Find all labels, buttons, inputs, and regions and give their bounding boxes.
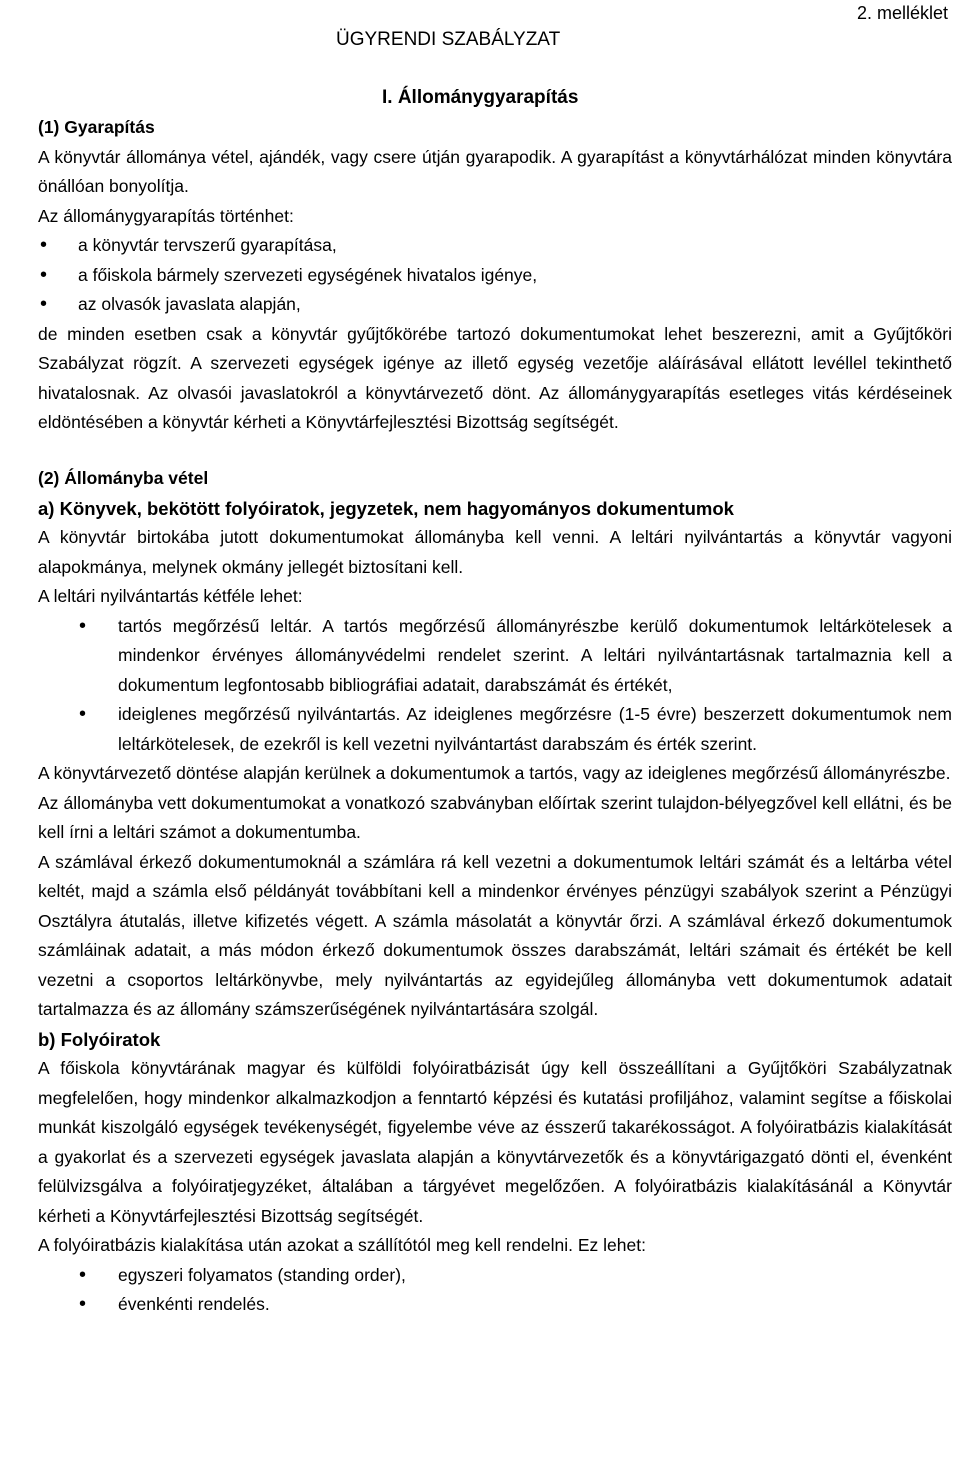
list-item: • egyszeri folyamatos (standing order), [38, 1261, 952, 1291]
paragraph: A könyvtár állománya vétel, ajándék, vagy csere útján gyarapodik. A gyarapítást a könyvtárhálózat minden könyvtára önállóan bonyolítja. [38, 146, 952, 196]
list-item: • évenkénti rendelés. [38, 1290, 952, 1320]
section-gyarapitas [38, 113, 952, 438]
paragraph: de minden esetben csak a könyvtár gyűjtőkörébe tartozó dokumentumokat lehet beszerezni, amit a Gyűjtőköri Szabályzat rögzít. A szervezeti egységek igénye az illető egység vezetője aláírásával ellátott levéllel tekinthető hivatalosnak. Az olvasói javaslatokról a könyvtárvezető dönt. Az állománygyarapítás esetleges vitás kérdéseinek eldöntésében a könyvtár kérheti a Könyvtárfejlesztési Bizottság segítségét. [38, 323, 952, 432]
document-title: ÜGYRENDI SZABÁLYZAT [336, 29, 561, 50]
list-item: • tartós megőrzésű leltár. A tartós megőrzésű állományrészbe kerülő dokumentumok leltárkötelesek a mindenkor érvényes állományvédelmi rendelet szerint. A leltári nyilvántartásnak tartalmaznia kell a dokumentum legfontosabb bibliográfiai adatait, darabszámát és értékét, [38, 612, 952, 701]
bullet-list [38, 1261, 952, 1320]
section-allomanyba-vetel [38, 464, 952, 1320]
list-item: • ideiglenes megőrzésű nyilvántartás. Az ideiglenes megőrzésre (1-5 évre) beszerzett dokumentumok nem leltárkötelesek, de ezekről is kell vezetni nyilvántartást darabszám és érték szerint. [38, 700, 952, 759]
subheading-b: b) Folyóiratok [38, 1028, 161, 1050]
paragraph: A leltári nyilvántartás kétféle lehet: [38, 586, 303, 606]
paragraph: Az állományba vett dokumentumokat a vonatkozó szabványban előírtak szerint tulajdon-bélyegzővel kell ellátni, és be kell írni a leltári számot a dokumentumba. [38, 792, 952, 842]
list-item: • az olvasók javaslata alapján, [38, 290, 952, 320]
paragraph: A könyvtár birtokába jutott dokumentumokat állományba kell venni. A leltári nyilvántartás a könyvtár vagyoni alapokmánya, melynek okmány jellegét biztosítani kell. [38, 527, 952, 577]
paragraph: A főiskola könyvtárának magyar és külföldi folyóiratbázisát úgy kell összeállítani a Gyűjtőköri Szabályzatnak megfelelően, hogy mindenkor alkalmazkodjon a fenntartó képzési és kutatási profiljához, valamint segítse a főiskolai munkát kiszolgáló egységek tevékenységét, figyelembe véve az ésszerű takarékosságot. A folyóiratbázis kialakítását a gyakorlat és a szervezeti egységek javaslata alapján a könyvtárvezetők és a könyvtárigazgató dönti el, évenként felülvizsgálva a folyóiratjegyzéket, általában a tárgyévet megelőzően. A folyóiratbázis kialakításánál a Könyvtár kérheti a Könyvtárfejlesztési Bizottság segítségét. [38, 1058, 952, 1226]
bullet-list [38, 612, 952, 760]
heading-allomanyba-vetel: (2) Állományba vétel [38, 468, 209, 488]
paragraph: Az állománygyarapítás történhet: [38, 205, 294, 226]
subheading-a: a) Könyvek, bekötött folyóiratok, jegyzetek, nem hagyományos dokumentumok [38, 497, 734, 519]
heading-gyarapitas: (1) Gyarapítás [38, 117, 155, 137]
annex-label: 2. melléklet [856, 3, 948, 23]
list-item: • a főiskola bármely szervezeti egységének hivatalos igénye, [38, 261, 952, 291]
paragraph: A könyvtárvezető döntése alapján kerülnek a dokumentumok a tartós, vagy az ideiglenes megőrzésű állományrészbe. [38, 763, 951, 783]
paragraph: A folyóiratbázis kialakítása után azokat a szállítótól meg kell rendelni. Ez lehet: [38, 1235, 646, 1255]
section-title: I. Állománygyarapítás [382, 87, 579, 108]
paragraph: A számlával érkező dokumentumoknál a számlára rá kell vezetni a dokumentumok leltári számát és a leltárba vétel keltét, majd a számla első példányát továbbítani kell a mindenkor érvényes pénzügyi szabályok szerint a Pénzügyi Osztályra átutalás, illetve kifizetés végett. A számla másolatát a könyvtár őrzi. A számlával érkező dokumentumok számláinak adatait, a más módon érkező dokumentumok összes darabszámát, leltári számait és értékét be kell vezetni a csoportos leltárkönyvbe, mely nyilvántartás az egyidejűleg állományba vett dokumentumok adatait tartalmazza és az állomány számszerűségének nyilvántartására szolgál. [38, 851, 952, 1019]
bullet-list [38, 231, 952, 320]
list-item: • a könyvtár tervszerű gyarapítása, [38, 231, 952, 261]
